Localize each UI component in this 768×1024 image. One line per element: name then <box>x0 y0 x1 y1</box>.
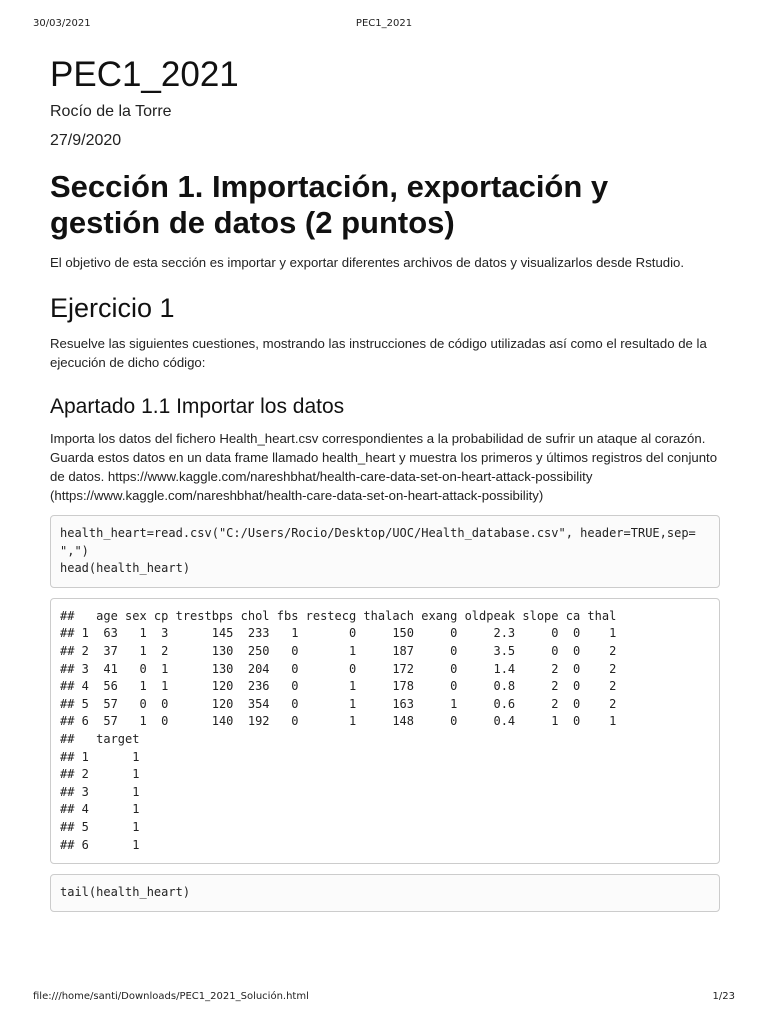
output-head: ## age sex cp trestbps chol fbs restecg thalach exang oldpeak slope ca thal ## 1 63 1 3 145 233 1 0 150 0 2.3 0 0 1 ## 2 37 1 2 130 250 0 1 187 0 3.5 0 0 2 ## 3 41 0 1 130 204 0 0 172 0 1.4 2 0 2 ## 4 56 1 1 120 236 0 1 178 0 0.8 2 0 2 ## 5 57 0 0 120 354 0 1 163 1 0.6 2 0 2 ## 6 57 1 0 140 192 0 1 148 0 0.4 1 0 1 ## target ## 1 1 ## 2 1 ## 3 1 ## 4 1 ## 5 1 ## 6 1 <box>60 608 617 852</box>
exercise-intro: Resuelve las siguientes cuestiones, mostrando las instrucciones de código utilizadas así como el resultado de la ejecución de dicho código: <box>50 336 707 370</box>
print-header <box>33 18 735 32</box>
apartado-text: Importa los datos del fichero Health_heart.csv correspondientes a la probabilidad de sufrir un ataque al corazón. Guarda estos datos en un data frame llamado health_heart y muestra los primeros y últimos registros del conjunto de datos. https://www.kaggle.com/nareshbhat/health-care-data-set-on-heart-attack-possibility (https://www.kaggle.com/nareshbhat/health-care-data-set-on-heart-attack-possibility) <box>50 431 718 503</box>
print-footer <box>33 991 735 1005</box>
section-intro: El objetivo de esta sección es importar y exportar diferentes archivos de datos y visualizarlos desde Rstudio. <box>50 255 685 270</box>
exercise-heading: Ejercicio 1 <box>50 293 175 323</box>
print-file-path: file:///home/santi/Downloads/PEC1_2021_Solución.html <box>33 991 309 1002</box>
document-body <box>50 54 720 922</box>
code-block-read-csv <box>50 515 720 588</box>
code-tail: tail(health_heart) <box>60 885 191 900</box>
code-block-tail <box>50 874 720 912</box>
output-block-head <box>50 598 720 864</box>
document-author: Rocío de la Torre <box>50 103 172 120</box>
apartado-heading: Apartado 1.1 Importar los datos <box>50 395 345 418</box>
document-title: PEC1_2021 <box>50 55 239 94</box>
print-page-number: 1/23 <box>712 991 735 1002</box>
print-title: PEC1_2021 <box>355 18 413 29</box>
document-date: 27/9/2020 <box>50 132 122 149</box>
section-heading: Sección 1. Importación, exportación y gestión de datos (2 puntos) <box>50 169 609 240</box>
code-read-csv: health_heart=read.csv("C:/Users/Rocio/Desktop/UOC/Health_database.csv", header=TRUE,sep= ",") head(health_heart) <box>60 526 696 576</box>
print-date: 30/03/2021 <box>33 18 91 29</box>
